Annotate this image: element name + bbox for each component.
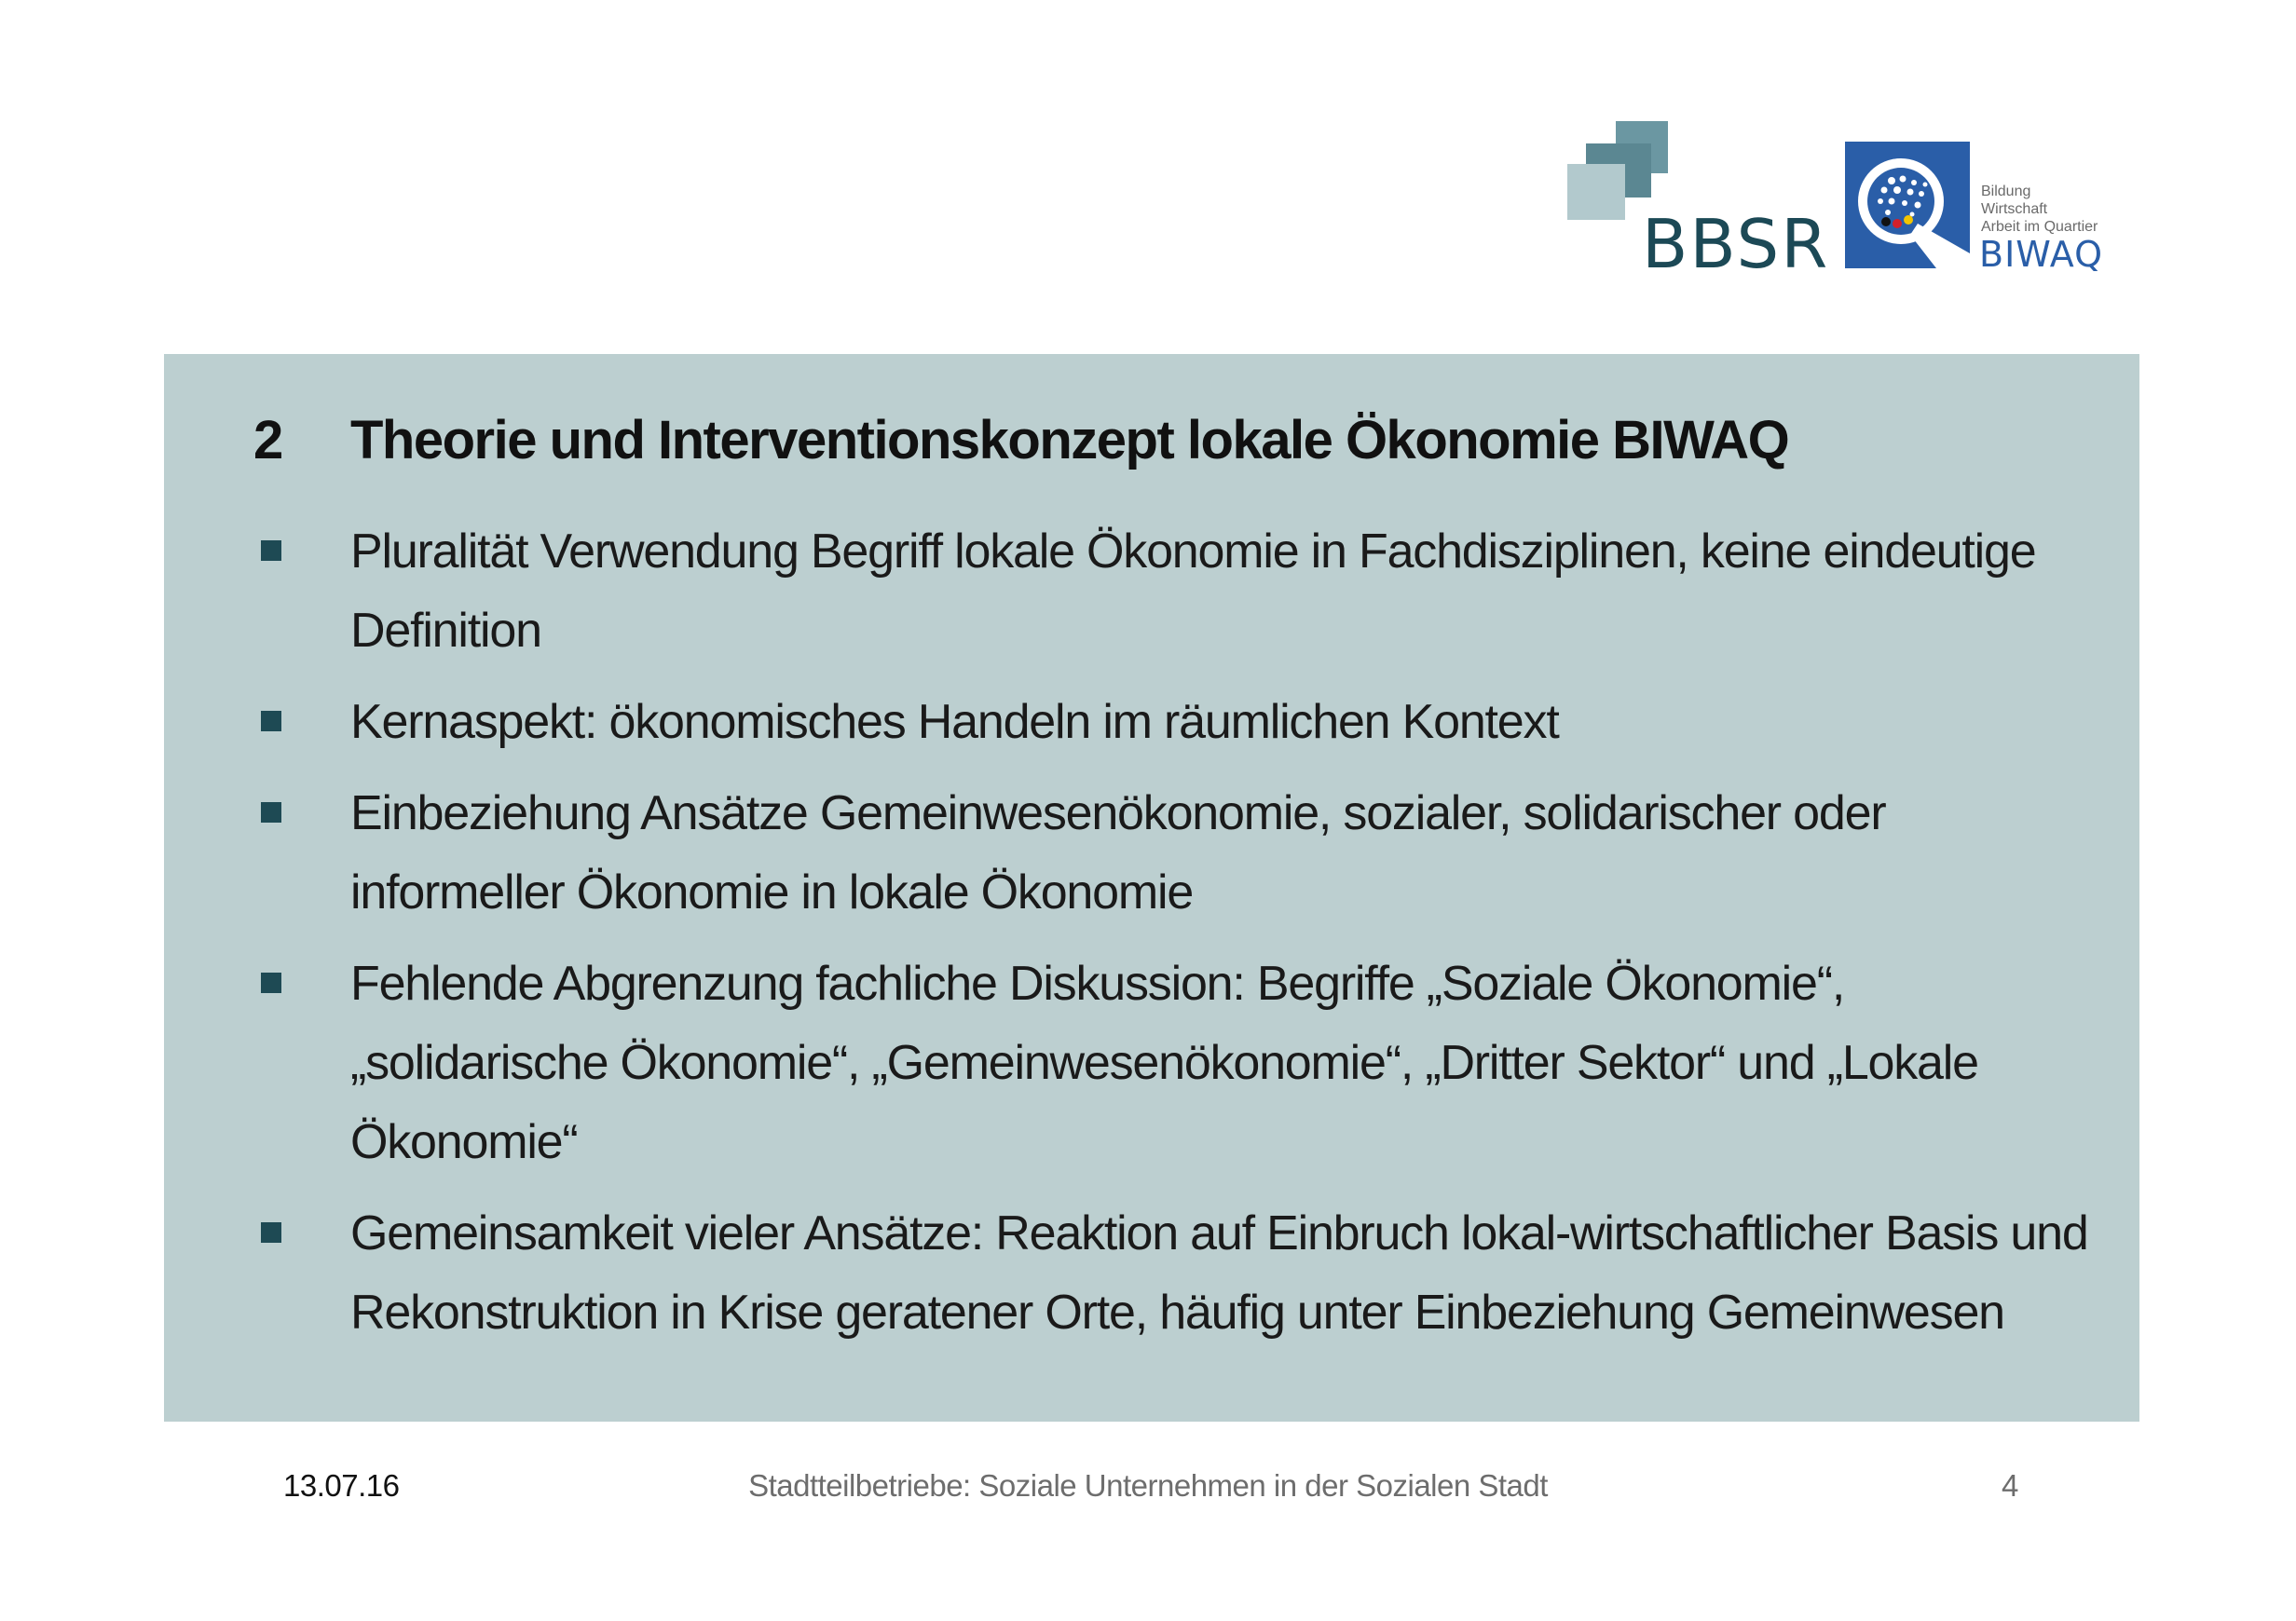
footer-date: 13.07.16: [283, 1468, 400, 1503]
square-bullet-icon: [261, 540, 281, 561]
biwaq-logo-wordmark: BIWAQ: [1979, 234, 2104, 275]
footer-title: Stadtteilbetriebe: Soziale Unternehmen in der Sozialen Stadt: [748, 1468, 1548, 1503]
bbsr-logo: [1567, 121, 1830, 283]
bullet-item: [253, 512, 2098, 671]
slide-heading: [253, 408, 1788, 473]
square-bullet-icon: [261, 1222, 281, 1243]
biwaq-logo-line-bildung: Bildung: [1981, 184, 2031, 199]
bullet-list: [253, 512, 2098, 1365]
footer-page-number: 4: [2002, 1468, 2019, 1503]
bullet-item: [253, 774, 2098, 933]
content-box: [164, 354, 2139, 1422]
biwaq-q-emblem-icon: [1845, 142, 1970, 268]
square-bullet-icon: [261, 973, 281, 993]
square-bullet-icon: [261, 711, 281, 731]
biwaq-logo-line-wirtschaft: Wirtschaft: [1981, 201, 2048, 217]
bbsr-logo-square-front: [1567, 164, 1625, 220]
bullet-item: [253, 1194, 2098, 1353]
biwaq-logo-line-arbeit: Arbeit im Quartier: [1981, 219, 2098, 235]
slide-title: Theorie und Interventionskonzept lokale Ökonomie BIWAQ: [350, 410, 1789, 470]
bullet-item: [253, 683, 2098, 762]
bullet-item: [253, 945, 2098, 1182]
bullet-text: Kernaspekt: ökonomisches Handeln im räumlichen Kontext: [350, 695, 1559, 749]
section-number: 2: [253, 410, 282, 470]
bullet-text: Pluralität Verwendung Begriff lokale Ökonomie in Fachdisziplinen, keine eindeutige Definition: [350, 524, 2036, 658]
bullet-text: Fehlende Abgrenzung fachliche Diskussion: Begriffe „Soziale Ökonomie“, „solidarische Ökonomie“, „Gemeinwesenökonomie“, „Dritter Sektor“ und „Lokale Ökonomie“: [350, 957, 1978, 1169]
bullet-text: Gemeinsamkeit vieler Ansätze: Reaktion auf Einbruch lokal-wirtschaftlicher Basis und Rekonstruktion in Krise geratener Orte, häufig unter Einbeziehung Gemeinwesen: [350, 1206, 2088, 1340]
bullet-text: Einbeziehung Ansätze Gemeinwesenökonomie, sozialer, solidarischer oder informeller Ökonomie in lokale Ökonomie: [350, 786, 1886, 919]
biwaq-logo: [1845, 142, 2125, 281]
square-bullet-icon: [261, 802, 281, 823]
bbsr-logo-text: BBSR: [1642, 205, 1830, 283]
